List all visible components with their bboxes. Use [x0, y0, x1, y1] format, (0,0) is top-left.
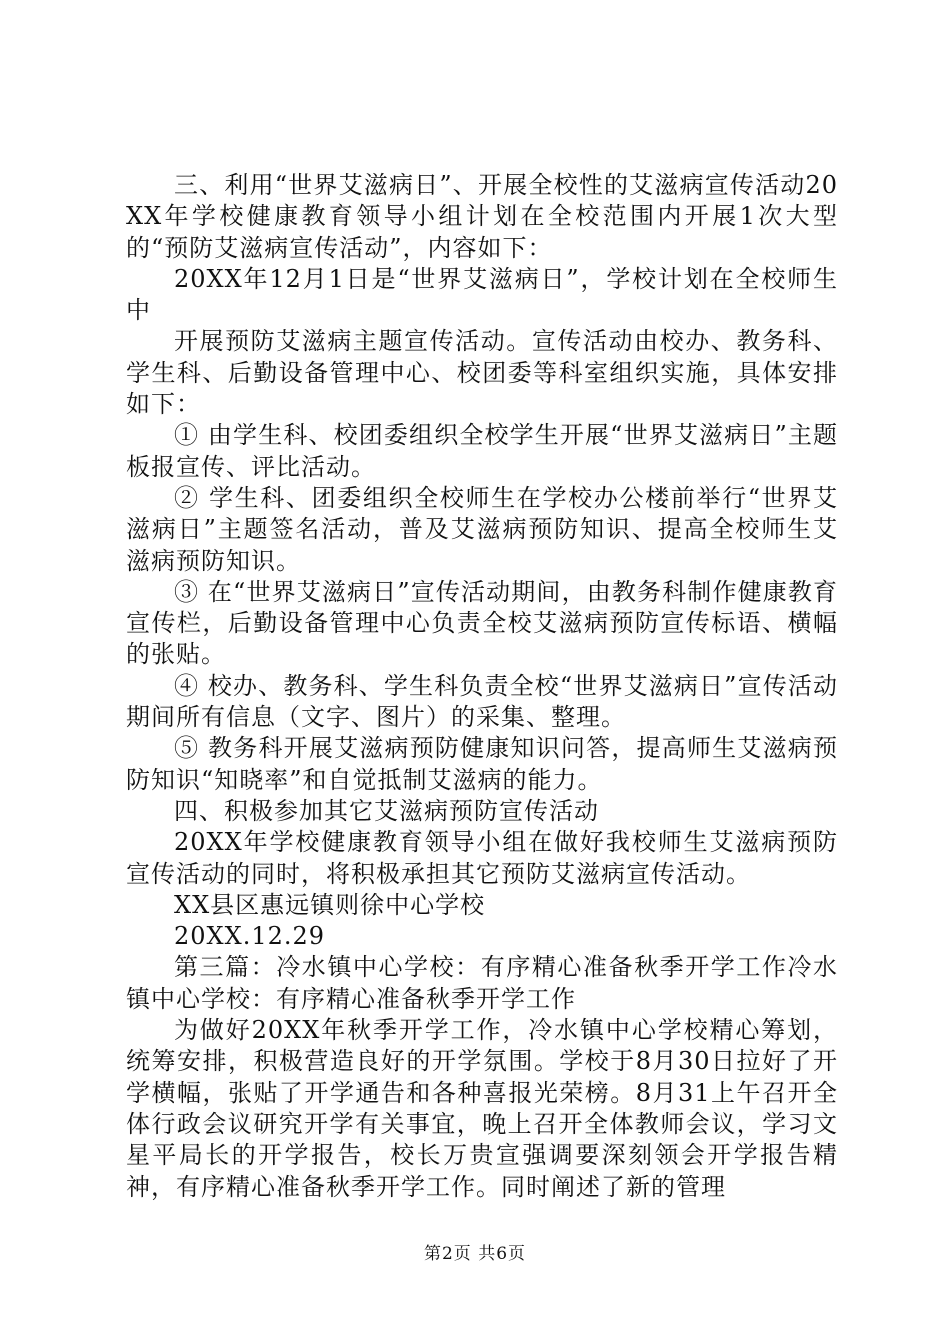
page-number-footer: 第2页 共6页 [423, 1244, 527, 1264]
paragraph-section-four-heading: 四、积极参加其它艾滋病预防宣传活动 [174, 796, 599, 825]
document-body [126, 170, 838, 1203]
paragraph-section-three-heading: 三、利用“世界艾滋病日”、开展全校性的艾滋病宣传活动20XX年学校健康教育领导小组计划在全校范围内开展1次大型的“预防艾滋病宣传活动”，内容如下： [126, 171, 838, 262]
paragraph-item-2: ② 学生科、团委组织全校师生在学校办公楼前举行“世界艾滋病日”主题签名活动，普及艾滋病预防知识、提高全校师生艾滋病预防知识。 [126, 483, 838, 575]
paragraph-signature-date: 20XX.12.29 [174, 922, 326, 951]
paragraph-section-four-body: 20XX年学校健康教育领导小组在做好我校师生艾滋病预防宣传活动的同时，将积极承担其它预防艾滋病宣传活动。 [126, 828, 838, 888]
paragraph-school-signature: XX县区惠远镇则徐中心学校 [174, 890, 486, 919]
paragraph-chapter-three-title: 第三篇：冷水镇中心学校：有序精心准备秋季开学工作冷水镇中心学校：有序精心准备秋季开学工作 [126, 953, 838, 1013]
paragraph-item-1: ① 由学生科、校团委组织全校学生开展“世界艾滋病日”主题板报宣传、评比活动。 [126, 421, 838, 481]
paragraph-item-5: ⑤ 教务科开展艾滋病预防健康知识问答，提高师生艾滋病预防知识“知晓率”和自觉抵制艾滋病的能力。 [126, 734, 838, 794]
paragraph-chapter-three-body: 为做好20XX年秋季开学工作，冷水镇中心学校精心筹划，统筹安排，积极营造良好的开学氛围。学校于8月30日拉好了开学横幅，张贴了开学通告和各种喜报光荣榜。8月31上午召开全体行政会议研究开学有关事宜，晚上召开全体教师会议，学习文星平局长的开学报告，校长万贵宣强调要深刻领会开学报告精神，有序精心准备秋季开学工作。同时阐述了新的管理 [126, 1016, 838, 1201]
paragraph-item-4: ④ 校办、教务科、学生科负责全校“世界艾滋病日”宣传活动期间所有信息（文字、图片）的采集、整理。 [126, 671, 838, 732]
paragraph-activity-organizers: 开展预防艾滋病主题宣传活动。宣传活动由校办、教务科、学生科、后勤设备管理中心、校团委等科室组织实施，具体安排如下： [126, 327, 838, 419]
paragraph-aids-day-date: 20XX年12月1日是“世界艾滋病日”，学校计划在全校师生中 [126, 264, 838, 325]
paragraph-item-3: ③ 在“世界艾滋病日”宣传活动期间，由教务科制作健康教育宣传栏，后勤设备管理中心负责全校艾滋病预防宣传标语、横幅的张贴。 [126, 577, 838, 669]
